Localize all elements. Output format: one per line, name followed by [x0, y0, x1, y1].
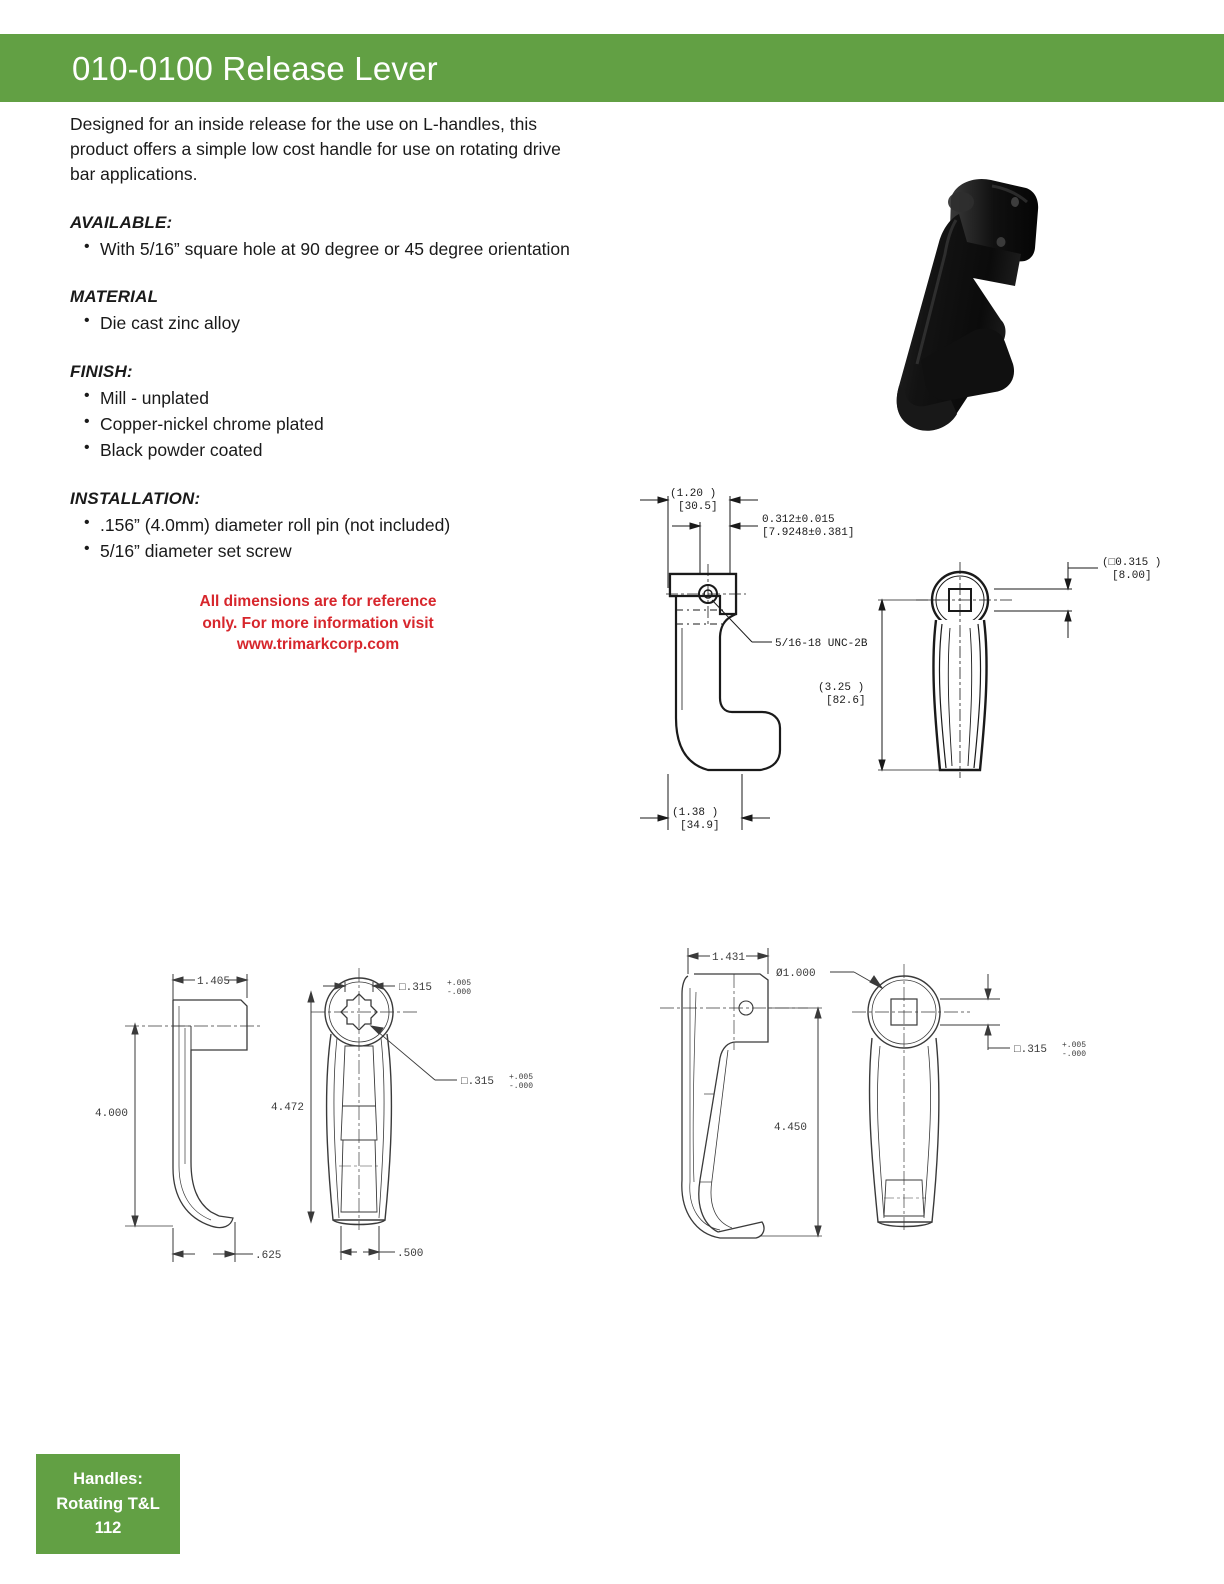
dim-hole-top-tol-plus: +.005: [447, 979, 472, 988]
disclaimer-website-link[interactable]: www.trimarkcorp.com: [236, 636, 400, 654]
dim-side-width: 1.405: [197, 976, 231, 988]
dim-side-foot: .625: [255, 1250, 282, 1262]
45-degree-orientation-drawing: [95, 930, 585, 1290]
top-assembly-drawing: [620, 478, 1180, 868]
dim-length-mm: [82.6]: [826, 695, 866, 707]
90-degree-orientation-drawing: [640, 930, 1090, 1290]
section-heading: MATERIAL: [70, 287, 159, 307]
disclaimer-line-2: only. For more information visit: [202, 614, 434, 632]
dim-width-bottom-in: (1.38 ): [672, 807, 719, 819]
dim-front-height: 4.472: [271, 1102, 305, 1114]
section-list: [70, 311, 590, 336]
product-photo: [855, 150, 1085, 450]
note-thread-spec: 5/16-18 UNC-2B: [775, 638, 868, 650]
product-description: Designed for an inside release for the use on L-handles, this product offers a simple low cost handle for use on rotating drive bar applications.: [70, 114, 561, 184]
dim-boss-diameter: Ø1.000: [776, 968, 816, 980]
footer-category-tab: [36, 1454, 180, 1554]
dim-hole-bottom-group: [461, 1073, 533, 1091]
section-heading: INSTALLATION:: [70, 488, 201, 508]
disclaimer-line-1: All dimensions are for reference: [199, 593, 437, 611]
list-item: • Die cast zinc alloy: [70, 311, 590, 336]
dim-hole-top: □.315: [399, 982, 433, 994]
dim-width-top-in: (1.20 ): [670, 488, 717, 500]
section-heading: FINISH:: [70, 362, 133, 382]
dim-length-in: (3.25 ): [818, 682, 865, 694]
dim-side-height: 4.000: [95, 1108, 129, 1120]
section-installation: [70, 489, 590, 564]
section-heading: AVAILABLE:: [70, 212, 173, 232]
section-material: [70, 287, 590, 336]
dim-side-height: 4.450: [774, 1122, 808, 1134]
dim-square-hole-in: (□0.315 ): [1102, 557, 1162, 569]
dim-hole-bottom: □.315: [461, 1076, 495, 1088]
section-list: [70, 513, 590, 564]
list-item: • With 5/16” square hole at 90 degree or 45 degree orientation: [70, 237, 590, 262]
dim-pin-offset-mm: [7.9248±0.381]: [762, 527, 855, 539]
dim-side-width: 1.431: [712, 952, 746, 964]
page-header-bar: [0, 34, 1224, 102]
section-list: [70, 237, 590, 262]
page-number: 112: [94, 1519, 122, 1538]
specification-column: [70, 112, 590, 656]
list-item: • Black powder coated: [70, 438, 590, 463]
section-available: [70, 213, 590, 262]
list-item: • 5/16” diameter set screw: [70, 539, 590, 564]
dim-hole: □.315: [1014, 1044, 1048, 1056]
dim-front-foot: .500: [397, 1248, 424, 1260]
reference-disclaimer: [138, 591, 498, 655]
dim-hole-tol-minus: -.000: [1062, 1050, 1087, 1059]
dim-pin-offset-in: 0.312±0.015: [762, 514, 835, 526]
dim-hole-bottom-tol-minus: -.000: [509, 1082, 534, 1091]
dim-hole-top-group: [399, 979, 471, 997]
dim-width-top-mm: [30.5]: [678, 501, 718, 513]
list-item: • Mill - unplated: [70, 386, 590, 411]
dim-hole-tol-plus: +.005: [1062, 1041, 1087, 1050]
dim-hole-top-tol-minus: -.000: [447, 988, 472, 997]
dim-hole-group: [1014, 1041, 1086, 1059]
list-item: • Copper-nickel chrome plated: [70, 412, 590, 437]
dim-hole-bottom-tol-plus: +.005: [509, 1073, 534, 1082]
footer-subcategory: Rotating T&L: [56, 1494, 160, 1513]
list-item: • .156” (4.0mm) diameter roll pin (not included): [70, 513, 590, 538]
footer-category: Handles:: [73, 1469, 143, 1488]
section-finish: [70, 362, 590, 463]
dim-square-hole-mm: [8.00]: [1112, 570, 1152, 582]
page-title: 010-0100 Release Lever: [72, 49, 438, 87]
section-list: [70, 386, 590, 463]
dim-width-bottom-mm: [34.9]: [680, 820, 720, 832]
